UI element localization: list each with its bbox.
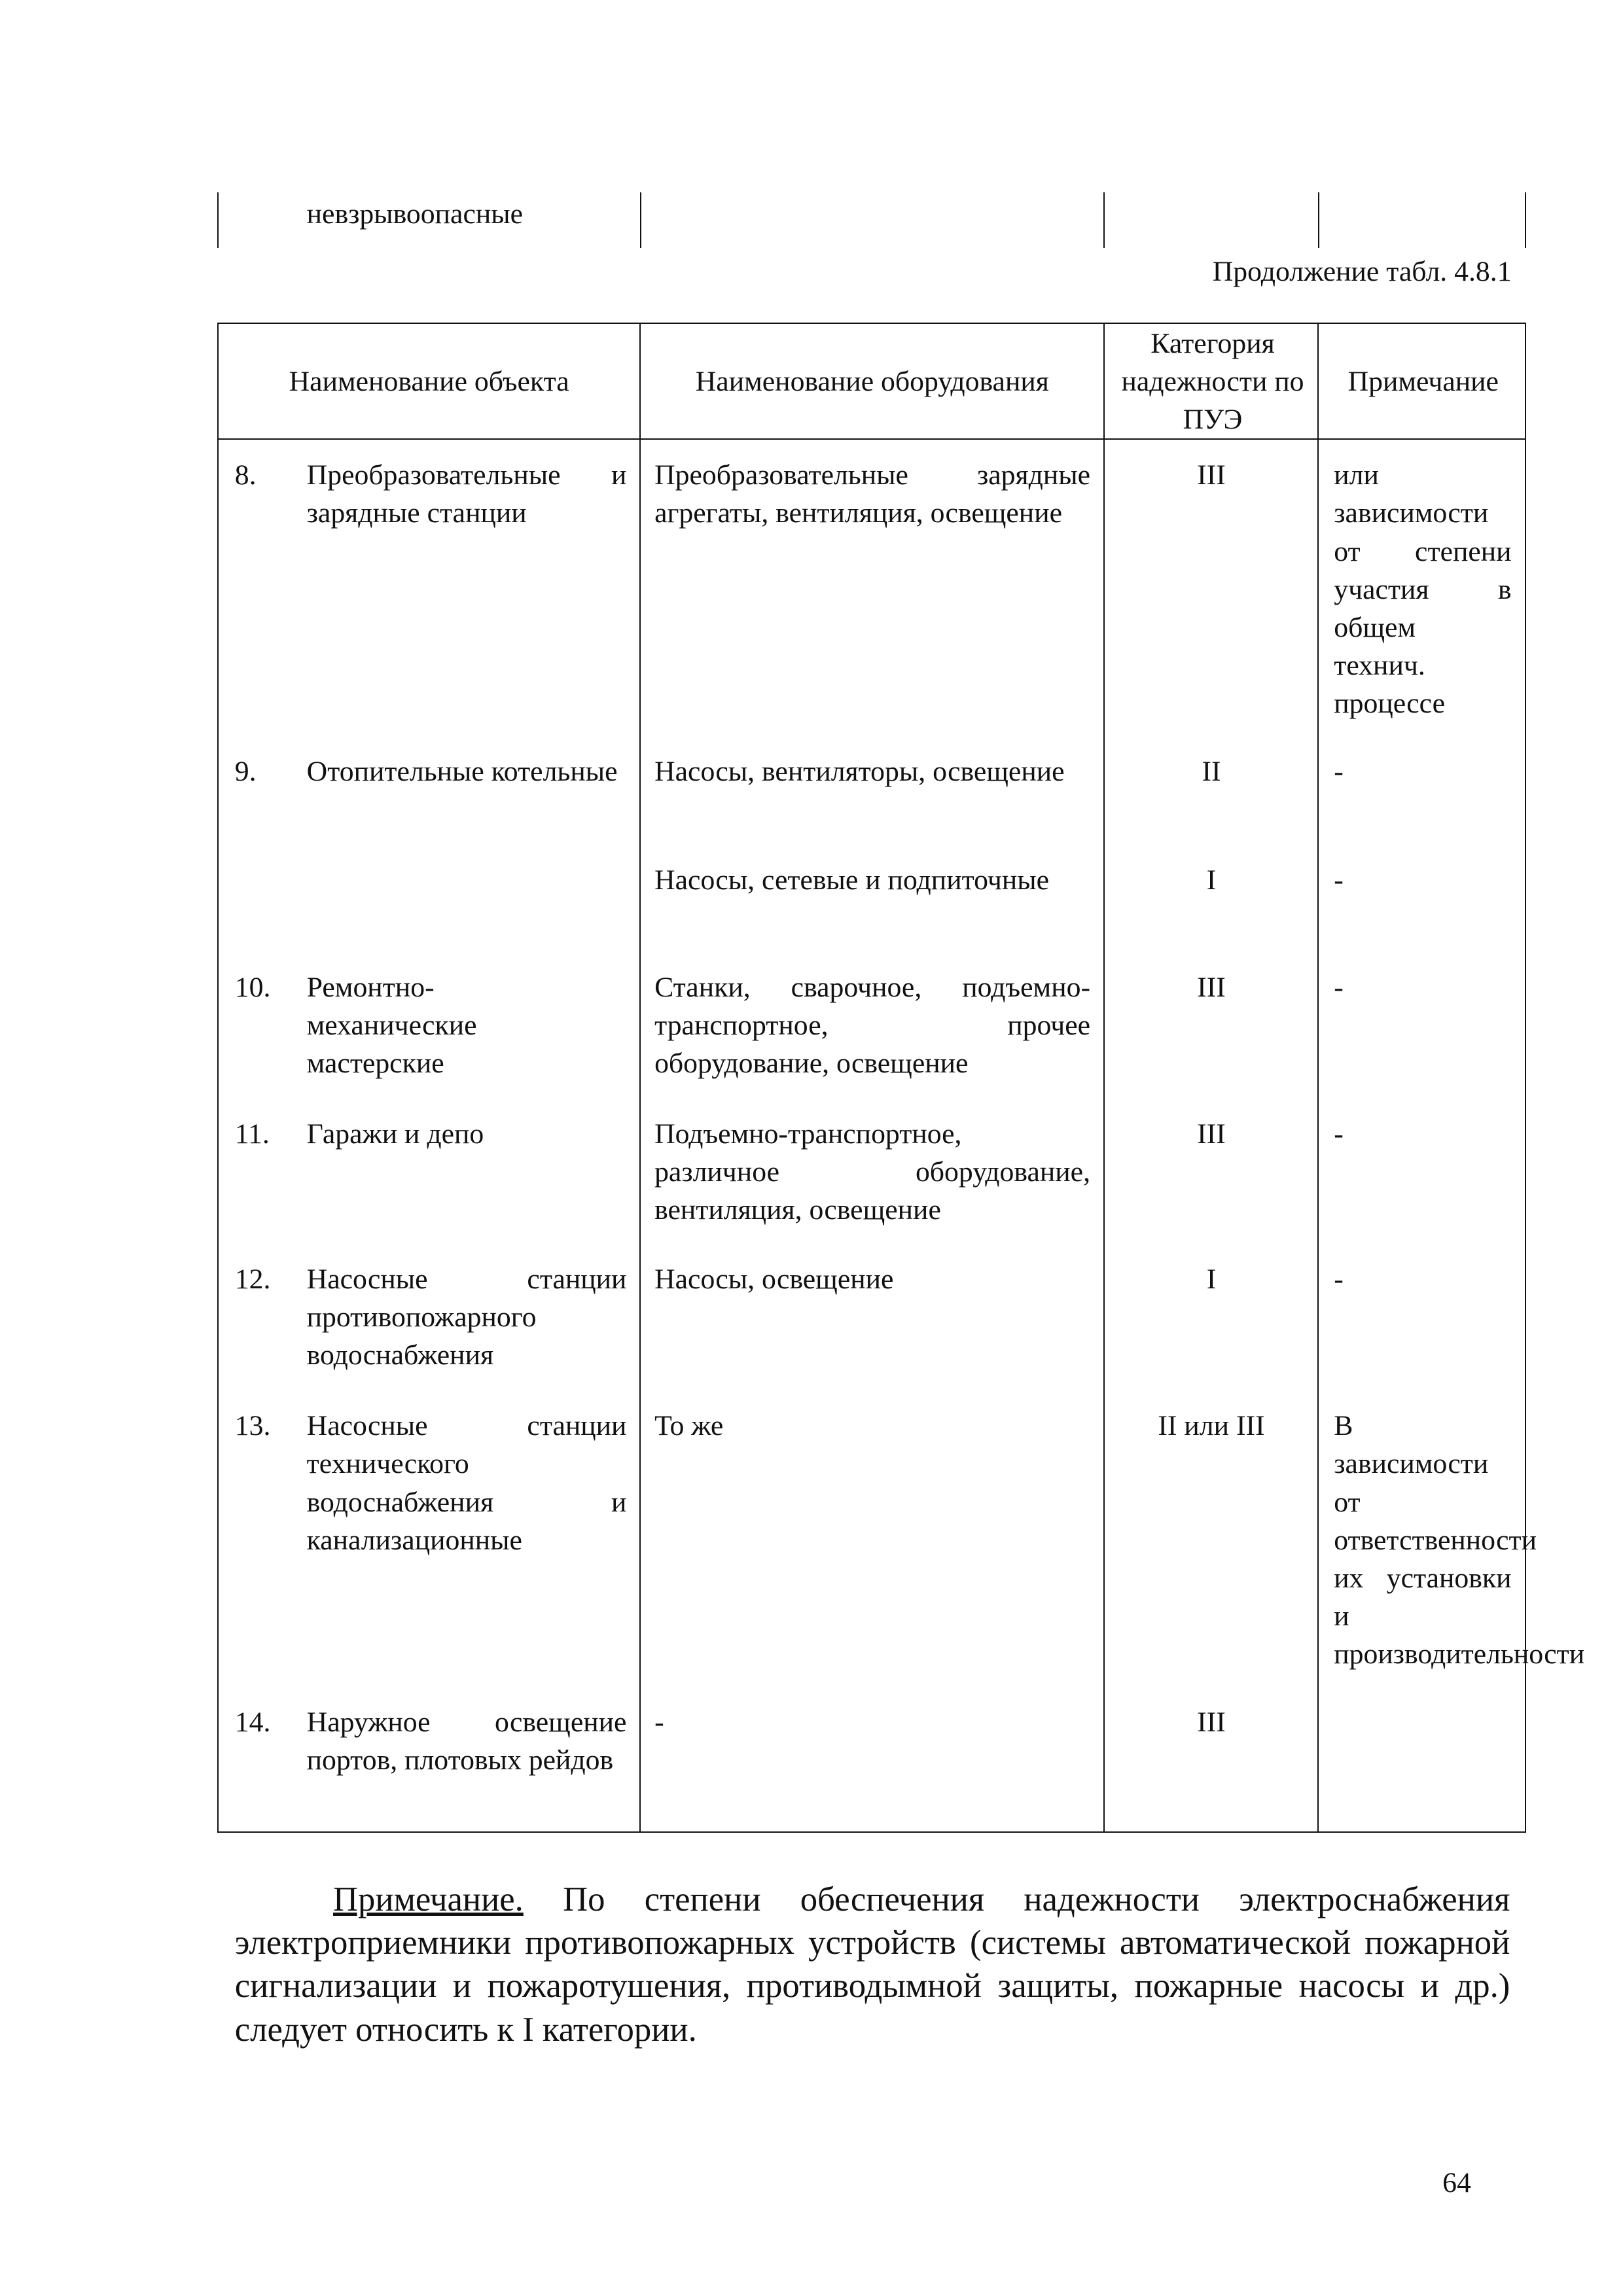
object-name: Гаражи и депо: [306, 1118, 484, 1150]
object-name: Насосные станции технического водоснабжения и канализационные: [306, 1410, 627, 1556]
row-number: 11.: [234, 1118, 270, 1150]
reliability-category: I: [1206, 864, 1217, 896]
note-text: -: [1334, 864, 1344, 896]
equipment-name: Насосы, освещение: [654, 1263, 894, 1296]
note-text: В зависимости от ответственности их установки и производительности: [1334, 1410, 1585, 1670]
previous-table-fragment: невзрывоопасные: [306, 198, 524, 230]
reliability-category: III: [1197, 1706, 1226, 1739]
footnote-label: Примечание.: [332, 1881, 524, 1919]
footnote-paragraph: [235, 1878, 1510, 2051]
object-name: Преобразовательные и зарядные станции: [306, 459, 627, 529]
reliability-category: III: [1197, 459, 1226, 491]
reliability-category: III: [1197, 971, 1226, 1003]
column-divider: [1317, 324, 1319, 1831]
equipment-name: То же: [654, 1410, 724, 1442]
reliability-category: III: [1197, 1118, 1226, 1150]
equipment-name: Преобразовательные зарядные агрегаты, вентиляция, освещение: [654, 459, 1091, 529]
table-caption: Продолжение табл. 4.8.1: [1212, 255, 1512, 287]
fragment-border: [1525, 192, 1526, 248]
object-name: Наружное освещение портов, плотовых рейдов: [306, 1706, 627, 1776]
reliability-category: II или III: [1158, 1410, 1265, 1442]
object-name: Насосные станции противопожарного водоснабжения: [306, 1263, 627, 1371]
note-text: -: [1334, 971, 1344, 1003]
note-text: -: [1334, 1263, 1344, 1296]
note-text: -: [1334, 1118, 1344, 1150]
column-divider: [639, 324, 641, 1831]
equipment-name: Подъемно-транспортное, различное оборудование, вентиляция, освещение: [654, 1118, 1091, 1226]
equipment-name: Станки, сварочное, подъемно-транспортное, прочее оборудование, освещение: [654, 971, 1091, 1080]
row-number: 14.: [234, 1706, 271, 1739]
note-text: -: [1334, 756, 1344, 788]
reliability-category: I: [1206, 1263, 1217, 1296]
column-divider: [1103, 324, 1105, 1831]
note-text: или зависимости от степени участия в общем технич. процессе: [1334, 459, 1512, 719]
row-number: 10.: [234, 971, 271, 1003]
footnote-text: По степени обеспечения надежности электроснабжения электроприемники противопожарных устройств (системы автоматической пожарной сигнализации и пожаротушения, противодымной защиты, пожарные насосы и др.) следует относить к I категории.: [234, 1881, 1510, 2049]
object-name: Отопительные котельные: [306, 756, 618, 788]
header-category: Категория надежности по ПУЭ: [1121, 327, 1304, 435]
equipment-name: Насосы, сетевые и подпиточные: [654, 864, 1050, 896]
row-number: 13.: [234, 1410, 271, 1442]
header-equipment: Наименование оборудования: [695, 365, 1049, 397]
header-note: Примечание: [1347, 365, 1499, 397]
fragment-border: [217, 192, 219, 248]
header-object: Наименование объекта: [289, 365, 569, 397]
row-number: 12.: [234, 1263, 271, 1296]
header-divider: [219, 438, 1525, 440]
equipment-name: -: [654, 1706, 664, 1739]
fragment-border: [1318, 192, 1319, 248]
row-number: 9.: [234, 756, 257, 788]
reliability-category: II: [1202, 756, 1221, 788]
object-name: Ремонтно-механические мастерские: [306, 971, 477, 1080]
equipment-name: Насосы, вентиляторы, освещение: [654, 756, 1065, 788]
fragment-border: [1103, 192, 1105, 248]
fragment-border: [640, 192, 641, 248]
page-number: 64: [1442, 2167, 1471, 2199]
row-number: 8.: [234, 459, 257, 491]
